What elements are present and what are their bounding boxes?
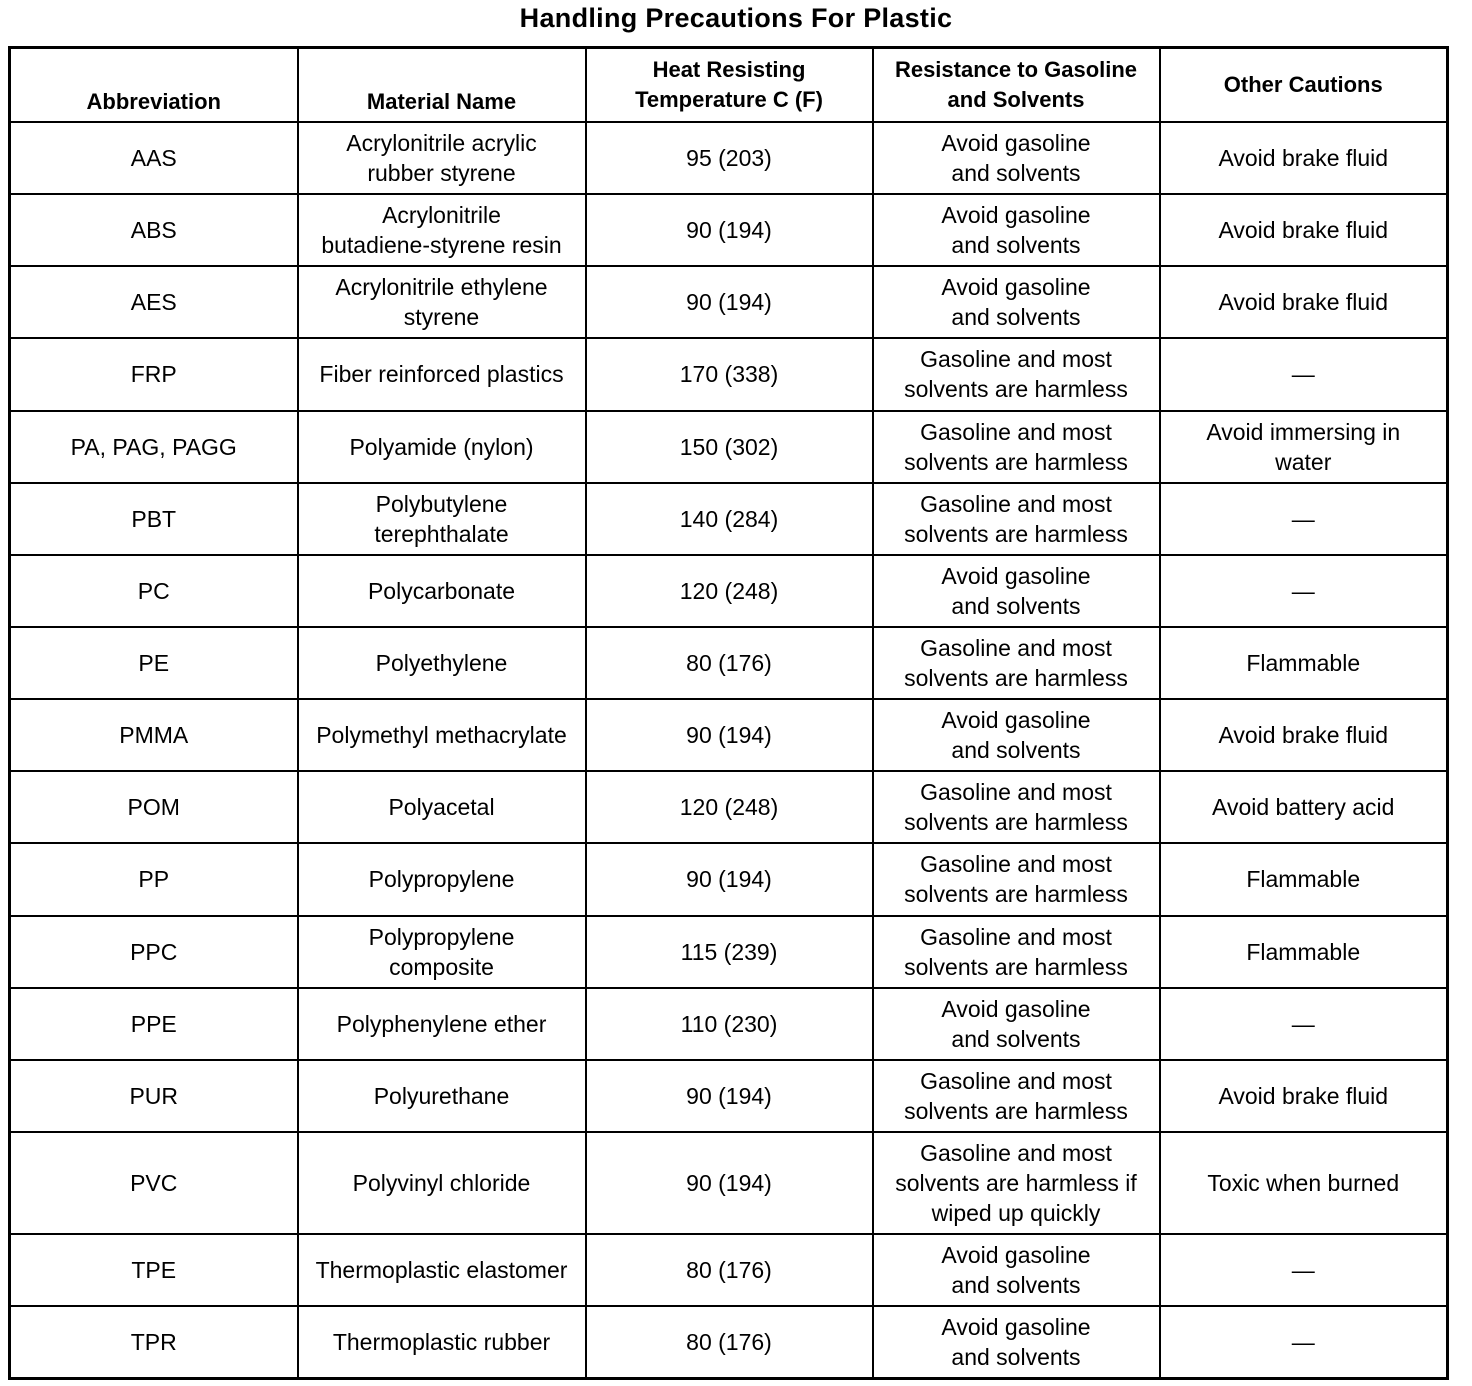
cell-material-name: Polybutylene terephthalate xyxy=(298,483,586,555)
cell-other-cautions: Avoid brake fluid xyxy=(1160,194,1448,266)
table-row xyxy=(10,1060,1448,1132)
table-row xyxy=(10,338,1448,410)
cell-resistance-to-gasoline: Gasoline and most solvents are harmless xyxy=(873,627,1160,699)
cell-heat-resisting-temperature: 90 (194) xyxy=(586,1060,873,1132)
table-row xyxy=(10,411,1448,483)
cell-heat-resisting-temperature: 90 (194) xyxy=(586,1132,873,1234)
cell-abbreviation: PBT xyxy=(10,483,298,555)
cell-heat-resisting-temperature: 140 (284) xyxy=(586,483,873,555)
cell-other-cautions: — xyxy=(1160,555,1448,627)
cell-abbreviation: POM xyxy=(10,771,298,843)
cell-heat-resisting-temperature: 80 (176) xyxy=(586,1306,873,1378)
cell-material-name: Fiber reinforced plastics xyxy=(298,338,586,410)
cell-material-name: Polymethyl methacrylate xyxy=(298,699,586,771)
cell-material-name: Polyamide (nylon) xyxy=(298,411,586,483)
cell-other-cautions: — xyxy=(1160,483,1448,555)
cell-material-name: Thermoplastic rubber xyxy=(298,1306,586,1378)
cell-material-name: Polyacetal xyxy=(298,771,586,843)
cell-other-cautions: — xyxy=(1160,1234,1448,1306)
cell-heat-resisting-temperature: 90 (194) xyxy=(586,843,873,915)
cell-heat-resisting-temperature: 120 (248) xyxy=(586,555,873,627)
cell-abbreviation: PVC xyxy=(10,1132,298,1234)
cell-other-cautions: — xyxy=(1160,1306,1448,1378)
cell-other-cautions: Avoid battery acid xyxy=(1160,771,1448,843)
cell-heat-resisting-temperature: 90 (194) xyxy=(586,699,873,771)
cell-abbreviation: TPE xyxy=(10,1234,298,1306)
table-row xyxy=(10,555,1448,627)
table-row xyxy=(10,483,1448,555)
cell-abbreviation: PP xyxy=(10,843,298,915)
cell-resistance-to-gasoline: Gasoline and most solvents are harmless xyxy=(873,338,1160,410)
cell-material-name: Acrylonitrile ethylene styrene xyxy=(298,266,586,338)
cell-heat-resisting-temperature: 115 (239) xyxy=(586,916,873,988)
cell-heat-resisting-temperature: 90 (194) xyxy=(586,194,873,266)
cell-abbreviation: PE xyxy=(10,627,298,699)
cell-other-cautions: — xyxy=(1160,338,1448,410)
cell-material-name: Polypropylene xyxy=(298,843,586,915)
table-row xyxy=(10,1306,1448,1378)
cell-resistance-to-gasoline: Avoid gasoline and solvents xyxy=(873,194,1160,266)
cell-heat-resisting-temperature: 170 (338) xyxy=(586,338,873,410)
table-header-row xyxy=(10,48,1448,123)
cell-heat-resisting-temperature: 90 (194) xyxy=(586,266,873,338)
cell-resistance-to-gasoline: Gasoline and most solvents are harmless xyxy=(873,1060,1160,1132)
cell-other-cautions: — xyxy=(1160,988,1448,1060)
cell-other-cautions: Flammable xyxy=(1160,627,1448,699)
cell-material-name: Acrylonitrile butadiene-styrene resin xyxy=(298,194,586,266)
cell-resistance-to-gasoline: Gasoline and most solvents are harmless xyxy=(873,483,1160,555)
table-row xyxy=(10,916,1448,988)
table-row xyxy=(10,266,1448,338)
cell-resistance-to-gasoline: Gasoline and most solvents are harmless xyxy=(873,771,1160,843)
cell-resistance-to-gasoline: Avoid gasoline and solvents xyxy=(873,1234,1160,1306)
cell-resistance-to-gasoline: Gasoline and most solvents are harmless xyxy=(873,411,1160,483)
table-row xyxy=(10,699,1448,771)
cell-material-name: Polyvinyl chloride xyxy=(298,1132,586,1234)
table-row xyxy=(10,771,1448,843)
cell-resistance-to-gasoline: Avoid gasoline and solvents xyxy=(873,988,1160,1060)
column-header-abbreviation: Abbreviation xyxy=(10,48,298,123)
cell-abbreviation: PC xyxy=(10,555,298,627)
cell-resistance-to-gasoline: Avoid gasoline and solvents xyxy=(873,555,1160,627)
cell-other-cautions: Flammable xyxy=(1160,843,1448,915)
cell-abbreviation: AAS xyxy=(10,122,298,194)
table-row xyxy=(10,843,1448,915)
cell-abbreviation: PPE xyxy=(10,988,298,1060)
cell-heat-resisting-temperature: 80 (176) xyxy=(586,627,873,699)
table-row xyxy=(10,1234,1448,1306)
table-row xyxy=(10,194,1448,266)
page-title: Handling Precautions For Plastic xyxy=(519,3,953,33)
cell-heat-resisting-temperature: 110 (230) xyxy=(586,988,873,1060)
cell-abbreviation: PA, PAG, PAGG xyxy=(10,411,298,483)
cell-other-cautions: Avoid brake fluid xyxy=(1160,699,1448,771)
cell-abbreviation: PMMA xyxy=(10,699,298,771)
column-header-heat-resisting-temperature: Heat Resisting Temperature C (F) xyxy=(586,48,873,123)
column-header-material-name: Material Name xyxy=(298,48,586,123)
cell-abbreviation: PUR xyxy=(10,1060,298,1132)
cell-resistance-to-gasoline: Gasoline and most solvents are harmless if wiped up quickly xyxy=(873,1132,1160,1234)
table-row xyxy=(10,122,1448,194)
cell-heat-resisting-temperature: 120 (248) xyxy=(586,771,873,843)
cell-heat-resisting-temperature: 95 (203) xyxy=(586,122,873,194)
table-row xyxy=(10,1132,1448,1234)
cell-material-name: Thermoplastic elastomer xyxy=(298,1234,586,1306)
table-row xyxy=(10,988,1448,1060)
table-body xyxy=(10,122,1448,1379)
column-header-other-cautions: Other Cautions xyxy=(1160,48,1448,123)
cell-other-cautions: Avoid brake fluid xyxy=(1160,122,1448,194)
cell-other-cautions: Avoid brake fluid xyxy=(1160,266,1448,338)
cell-abbreviation: FRP xyxy=(10,338,298,410)
cell-material-name: Polyurethane xyxy=(298,1060,586,1132)
cell-material-name: Polycarbonate xyxy=(298,555,586,627)
cell-other-cautions: Toxic when burned xyxy=(1160,1132,1448,1234)
cell-abbreviation: ABS xyxy=(10,194,298,266)
column-header-resistance-to-gasoline: Resistance to Gasoline and Solvents xyxy=(873,48,1160,123)
cell-resistance-to-gasoline: Avoid gasoline and solvents xyxy=(873,699,1160,771)
cell-material-name: Polyphenylene ether xyxy=(298,988,586,1060)
cell-resistance-to-gasoline: Avoid gasoline and solvents xyxy=(873,122,1160,194)
cell-material-name: Polypropylene composite xyxy=(298,916,586,988)
cell-resistance-to-gasoline: Gasoline and most solvents are harmless xyxy=(873,916,1160,988)
cell-resistance-to-gasoline: Avoid gasoline and solvents xyxy=(873,1306,1160,1378)
cell-heat-resisting-temperature: 80 (176) xyxy=(586,1234,873,1306)
cell-material-name: Acrylonitrile acrylic rubber styrene xyxy=(298,122,586,194)
cell-material-name: Polyethylene xyxy=(298,627,586,699)
cell-abbreviation: AES xyxy=(10,266,298,338)
cell-resistance-to-gasoline: Gasoline and most solvents are harmless xyxy=(873,843,1160,915)
plastics-table xyxy=(8,46,1449,1380)
cell-heat-resisting-temperature: 150 (302) xyxy=(586,411,873,483)
cell-other-cautions: Avoid immersing in water xyxy=(1160,411,1448,483)
cell-abbreviation: TPR xyxy=(10,1306,298,1378)
table-row xyxy=(10,627,1448,699)
cell-other-cautions: Flammable xyxy=(1160,916,1448,988)
cell-resistance-to-gasoline: Avoid gasoline and solvents xyxy=(873,266,1160,338)
cell-other-cautions: Avoid brake fluid xyxy=(1160,1060,1448,1132)
cell-abbreviation: PPC xyxy=(10,916,298,988)
